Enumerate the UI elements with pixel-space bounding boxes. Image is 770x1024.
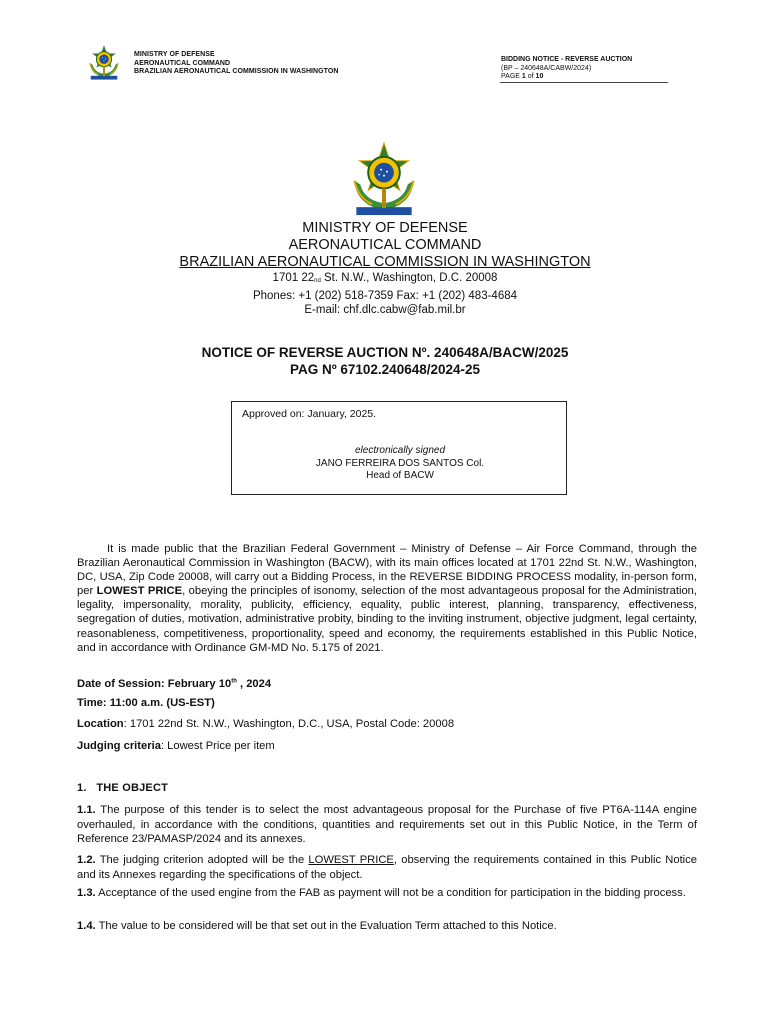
address-block: [0, 271, 770, 318]
signer-name: JANO FERREIRA DOS SANTOS Col.: [315, 457, 485, 469]
header-page-number: PAGE 1 of 10: [501, 73, 544, 80]
brazil-coat-of-arms-icon: [86, 44, 122, 82]
clause-1-4: 1.4. The value to be considered will be that set out in the Evaluation Term attached to this Notice.: [77, 920, 557, 932]
session-time: Time: 11:00 a.m. (US-EST): [77, 697, 215, 709]
brazil-coat-of-arms-icon: [346, 141, 422, 220]
signer-role: Head of BACW: [366, 470, 434, 481]
title-command: AERONAUTICAL COMMAND: [288, 237, 482, 253]
session-location: Location: 1701 22nd St. N.W., Washington, D.C., USA, Postal Code: 20008: [77, 718, 455, 730]
header-line-commission: BRAZILIAN AERONAUTICAL COMMISSION IN WASHINGTON: [134, 68, 339, 75]
notice-title: [0, 345, 770, 378]
header-organization: [134, 51, 338, 77]
header-document-info: [501, 56, 632, 82]
header-line-command: AERONAUTICAL COMMAND: [134, 59, 231, 67]
clause-1-2: 1.2. The judging criterion adopted will be the LOWEST PRICE, observing the requirements contained in this Public Notice and its Annexes regarding the specifications of the object.: [77, 854, 697, 881]
address-email: E-mail: chf.dlc.cabw@fab.mil.br: [304, 304, 466, 316]
judging-criteria: Judging criteria: Lowest Price per item: [77, 740, 275, 752]
intro-paragraph: It is made public that the Brazilian Federal Government – Ministry of Defense – Air Force Command, through the Brazilian Aeronautical Commission in Washington (BACW), with its main offices located at 1701 22nd St. N.W., Washington, DC, USA, Zip Code 20008, will carry out a Bidding Process, in the REVERSE BIDDING PROCESS modality, in-person form, per LOWEST PRICE, obeying the principles of isonomy, selection of the most advantageous proposal for the Administration, legality, impersonality, morality, publicity, efficiency, equality, public interest, planning, transparency, effectiveness, segregation of duties, motivation, administrative probity, binding to the inviting instrument, objective judgment, legal certainty, reasonableness, competitiveness, proportionality, speed and economy, the requirements established in this Public Notice, and in accordance with Ordinance GM-MD No. 5.175 of 2021.: [77, 543, 698, 654]
address-street: 1701 22nd St. N.W., Washington, D.C. 20008: [272, 272, 498, 284]
address-phones: Phones: +1 (202) 518-7359 Fax: +1 (202) 483-4684: [252, 289, 518, 302]
clause-1-1: 1.1. The purpose of this tender is to select the most advantageous proposal for the Purchase of five PT6A-114A engine overhauled, in accordance with the conditions, quantities and requirements set out in this Public Notice, in the Term of Reference 23/PAMASP/2024 and its annexes.: [77, 804, 697, 846]
title-commission: BRAZILIAN AERONAUTICAL COMMISSION IN WASHINGTON: [179, 254, 591, 270]
session-date: Date of Session: February 10th , 2024: [77, 677, 272, 690]
approval-box: [231, 401, 567, 495]
header-divider: [500, 82, 668, 83]
clause-1-3: 1.3. Acceptance of the used engine from the FAB as payment will not be a condition for participation in the bidding process.: [77, 887, 686, 899]
notice-number: NOTICE OF REVERSE AUCTION Nº. 240648A/BACW/2025: [201, 345, 569, 360]
header-doc-ref: (BP – 240648A/CABW/2024): [501, 64, 592, 72]
header-line-ministry: MINISTRY OF DEFENSE: [134, 51, 215, 58]
approval-date: Approved on: January, 2025.: [242, 408, 377, 420]
title-block: [0, 220, 770, 271]
signature-note: electronically signed: [354, 445, 446, 456]
header-doc-title: BIDDING NOTICE - REVERSE AUCTION: [501, 56, 633, 63]
section-heading: 1. THE OBJECT: [77, 782, 169, 794]
signature-block: [232, 445, 568, 483]
title-ministry: MINISTRY OF DEFENSE: [302, 220, 468, 236]
pag-number: PAG Nº 67102.240648/2024-25: [289, 361, 481, 377]
